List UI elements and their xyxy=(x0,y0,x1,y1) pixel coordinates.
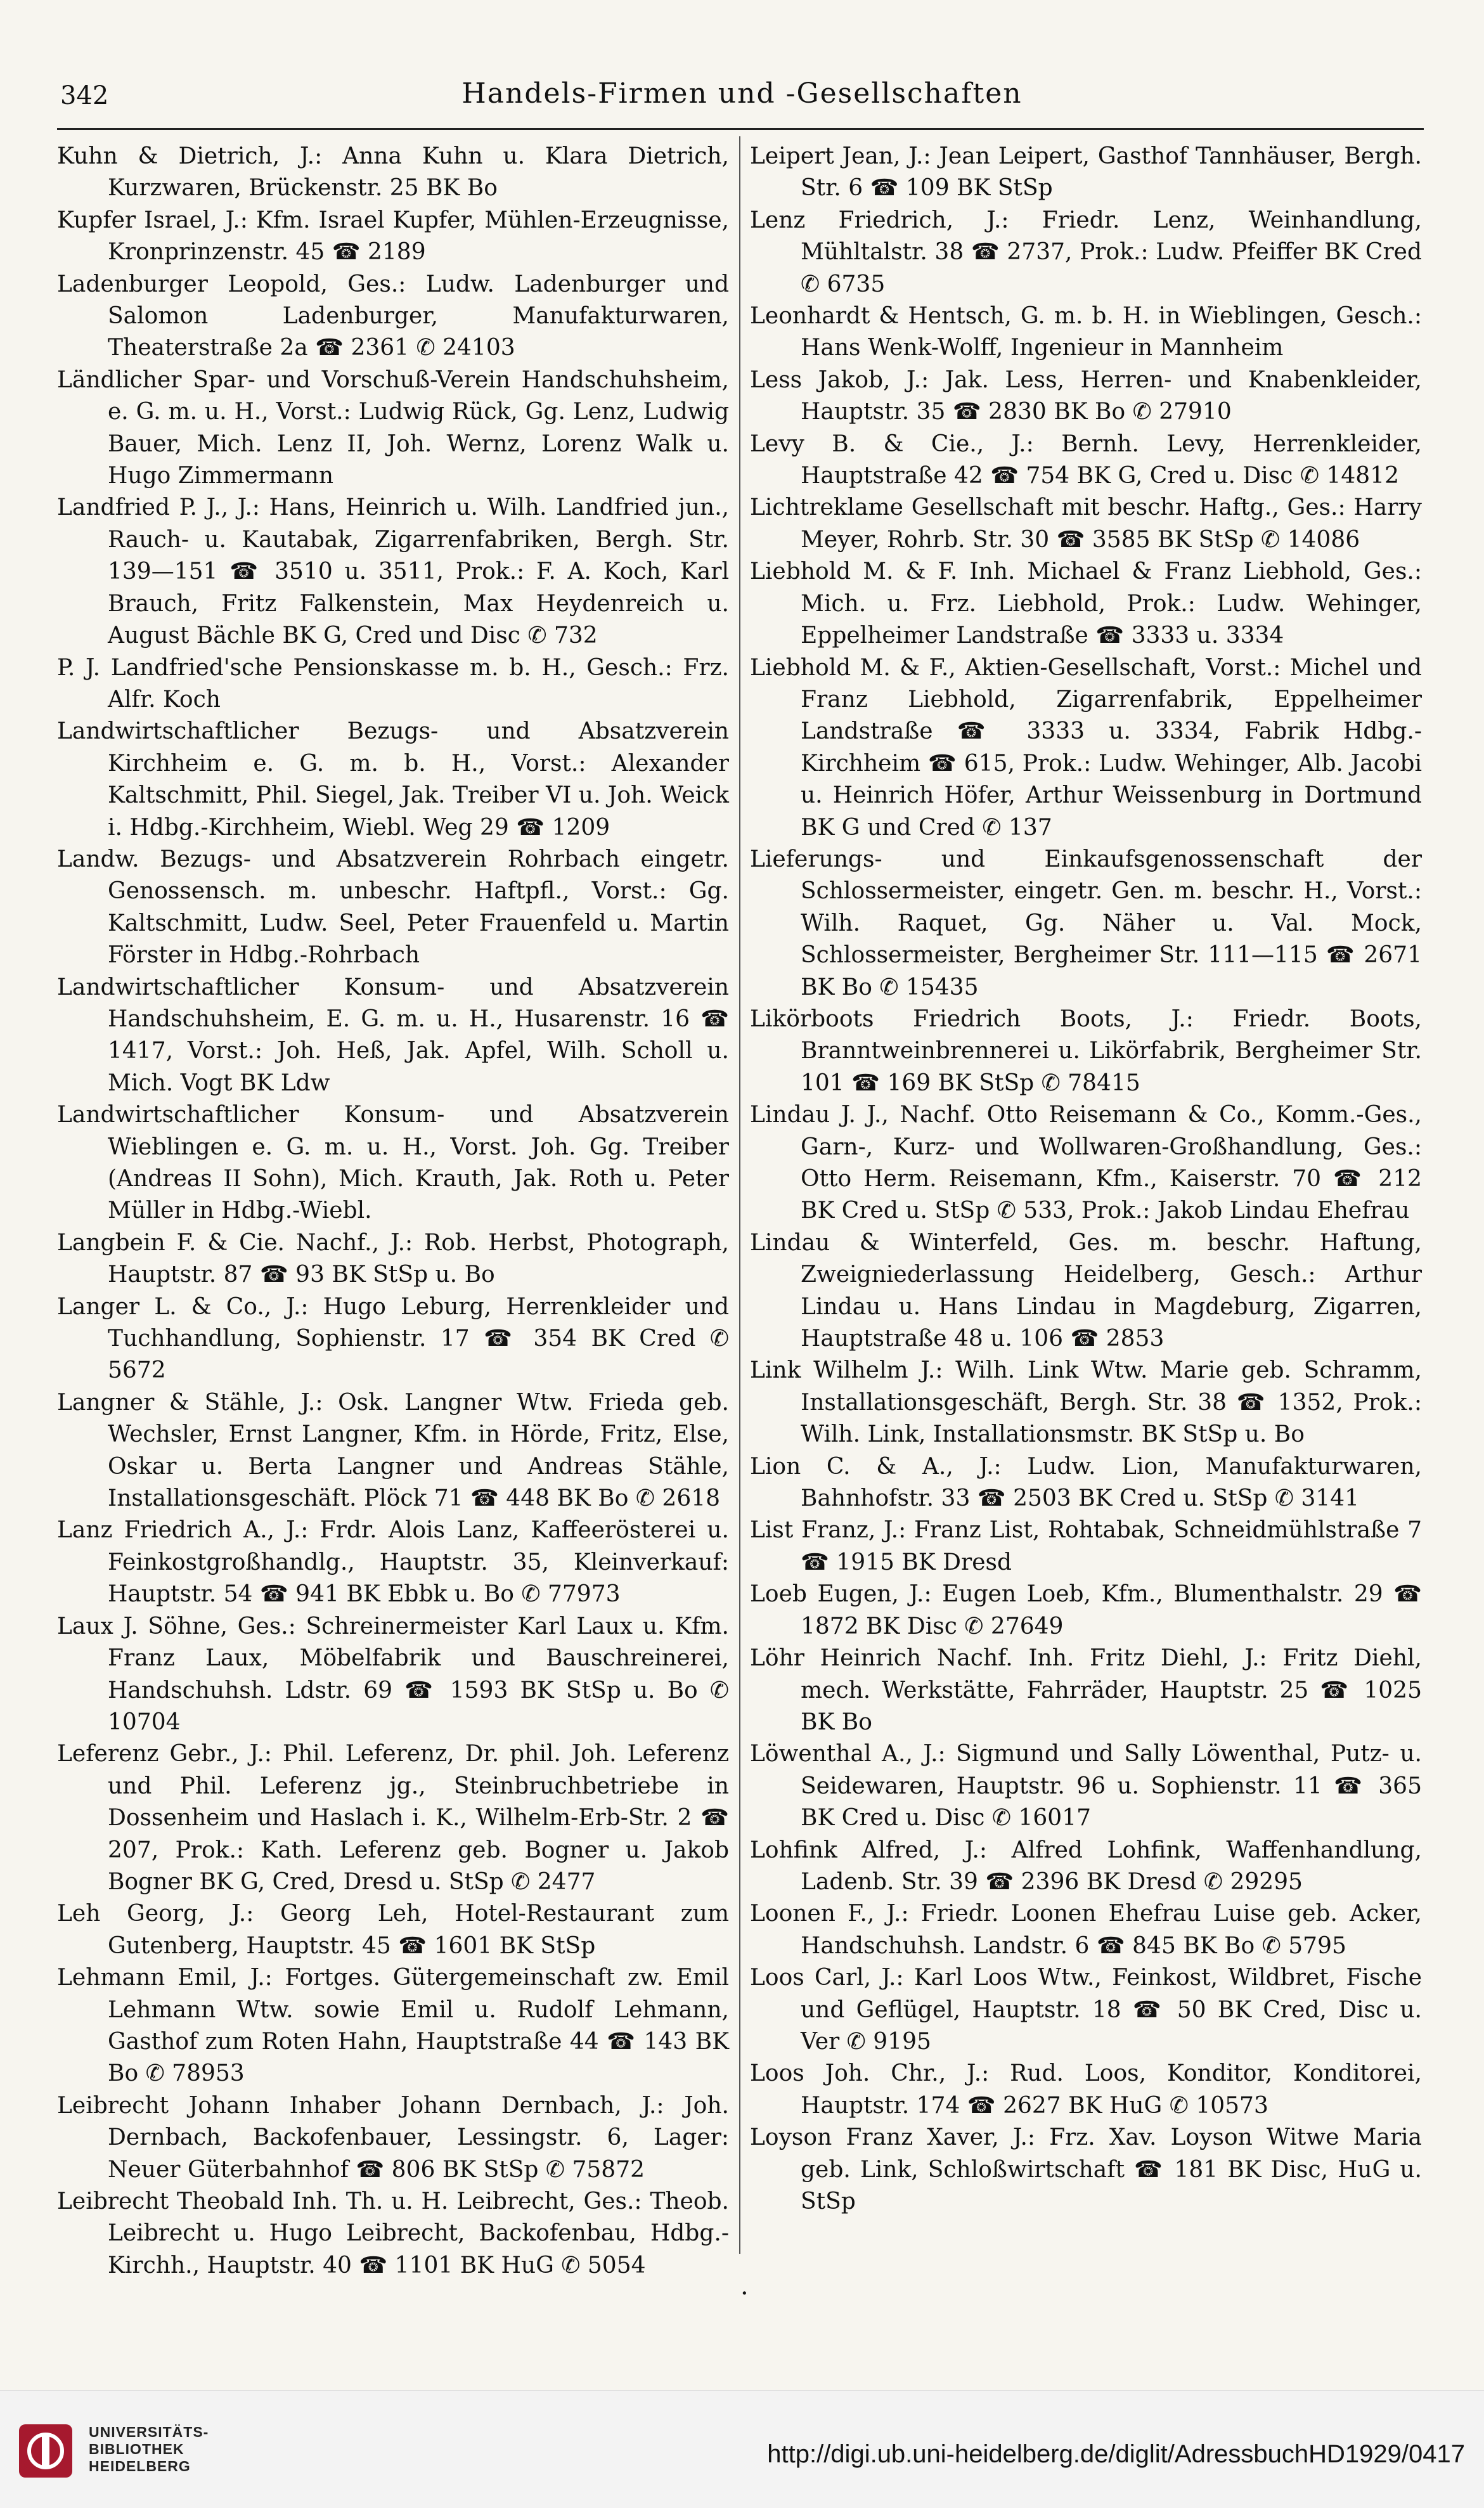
directory-entry: Ladenburger Leopold, Ges.: Ludw. Ladenburger und Salomon Ladenburger, Manufakturwaren, Theaterstraße 2a ☎ 2361 ✆ 24103 xyxy=(57,271,729,361)
directory-entry: Lichtreklame Gesellschaft mit beschr. Haftg., Ges.: Harry Meyer, Rohrb. Str. 30 ☎ 3585 BK StSp ✆ 14086 xyxy=(750,494,1422,553)
viewer-footer xyxy=(0,2390,1484,2508)
directory-entry: List Franz, J.: Franz List, Rohtabak, Schneidmühlstraße 7 ☎ 1915 BK Dresd xyxy=(750,1517,1422,1575)
directory-entry: Kuhn & Dietrich, J.: Anna Kuhn u. Klara Dietrich, Kurzwaren, Brückenstr. 25 BK Bo xyxy=(57,143,729,202)
directory-entry: Liebhold M. & F. Inh. Michael & Franz Liebhold, Ges.: Mich. u. Frz. Liebhold, Prok.: Ludw. Wehinger, Eppelheimer Landstraße ☎ 3333 u. 3334 xyxy=(750,559,1422,649)
library-line-1: UNIVERSITÄTS- xyxy=(89,2424,209,2440)
header-rule xyxy=(57,128,1424,130)
directory-entry: P. J. Landfried'sche Pensionskasse m. b. H., Gesch.: Frz. Alfr. Koch xyxy=(57,654,729,713)
directory-entry: Lindau & Winterfeld, Ges. m. beschr. Haftung, Zweigniederlassung Heidelberg, Gesch.: Arthur Lindau u. Hans Lindau in Magdeburg, Zigarren, Hauptstraße 48 u. 106 ☎ 2853 xyxy=(750,1229,1422,1352)
directory-entry: Loonen F., J.: Friedr. Loonen Ehefrau Luise geb. Acker, Handschuhsh. Landstr. 6 ☎ 845 BK Bo ✆ 5795 xyxy=(750,1901,1422,1959)
directory-entry: Lindau J. J., Nachf. Otto Reisemann & Co., Komm.-Ges., Garn-, Kurz- und Wollwaren-Großhandlung, Ges.: Otto Herm. Reisemann, Kfm., Kaiserstr. 70 ☎ 212 BK Cred u. StSp ✆ 533, Prok.: Jakob Lindau Ehefrau xyxy=(750,1102,1422,1224)
footer-mark: · xyxy=(740,2279,749,2308)
directory-entry: Levy B. & Cie., J.: Bernh. Levy, Herrenkleider, Hauptstraße 42 ☎ 754 BK G, Cred u. Disc ✆ 14812 xyxy=(750,430,1422,489)
page-number: 342 xyxy=(60,81,109,110)
library-line-2: BIBLIOTHEK xyxy=(89,2441,184,2457)
directory-entry: Lanz Friedrich A., J.: Frdr. Alois Lanz, Kaffeerösterei u. Feinkostgroßhandlg., Hauptstr. 35, Kleinverkauf: Hauptstr. 54 ☎ 941 BK Ebbk u. Bo ✆ 77973 xyxy=(57,1517,729,1608)
directory-entry: Ländlicher Spar- und Vorschuß-Verein Handschuhsheim, e. G. m. u. H., Vorst.: Ludwig Rück, Gg. Lenz, Ludwig Bauer, Mich. Lenz II, Joh. Wernz, Lorenz Walk u. Hugo Zimmermann xyxy=(57,366,729,489)
directory-entry: Lenz Friedrich, J.: Friedr. Lenz, Weinhandlung, Mühltalstr. 38 ☎ 2737, Prok.: Ludw. Pfeiffer BK Cred ✆ 6735 xyxy=(750,207,1422,297)
directory-entry: Langner & Stähle, J.: Osk. Langner Wtw. Frieda geb. Wechsler, Ernst Langner, Kfm. in Hörde, Fritz, Else, Oskar u. Berta Langner und Andreas Stähle, Installationsgeschäft. Plöck 71 ☎ 448 BK Bo ✆ 2618 xyxy=(57,1389,729,1512)
directory-entry: Less Jakob, J.: Jak. Less, Herren- und Knabenkleider, Hauptstr. 35 ☎ 2830 BK Bo ✆ 27910 xyxy=(750,366,1422,425)
directory-entry: Likörboots Friedrich Boots, J.: Friedr. Boots, Branntweinbrennerei u. Likörfabrik, Bergheimer Str. 101 ☎ 169 BK StSp ✆ 78415 xyxy=(750,1005,1422,1096)
page-title: Handels-Firmen und -Gesellschaften xyxy=(461,77,1023,110)
directory-entry: Landfried P. J., J.: Hans, Heinrich u. Wilh. Landfried jun., Rauch- u. Kautabak, Zigarrenfabriken, Bergh. Str. 139—151 ☎ 3510 u. 3511, Prok.: F. A. Koch, Karl Brauch, Fritz Falkenstein, Max Heydenreich u. August Bächle BK G, Cred und Disc ✆ 732 xyxy=(57,494,729,649)
page-header xyxy=(60,70,1424,120)
university-seal-icon xyxy=(14,2419,84,2483)
permalink-url[interactable]: http://digi.ub.uni-heidelberg.de/diglit/AdressbuchHD1929/0417 xyxy=(767,2440,1465,2468)
directory-entry: Lohfink Alfred, J.: Alfred Lohfink, Waffenhandlung, Ladenb. Str. 39 ☎ 2396 BK Dresd ✆ 29295 xyxy=(750,1837,1422,1895)
directory-entry: Leibrecht Theobald Inh. Th. u. H. Leibrecht, Ges.: Theob. Leibrecht u. Hugo Leibrecht, Backofenbau, Hdbg.-Kirchh., Hauptstr. 40 ☎ 1101 BK HuG ✆ 5054 xyxy=(57,2188,729,2279)
directory-entry: Landw. Bezugs- und Absatzverein Rohrbach eingetr. Genossensch. m. unbeschr. Haftpfl., Vorst.: Gg. Kaltschmitt, Ludw. Seel, Peter Frauenfeld u. Martin Förster in Hdbg.-Rohrbach xyxy=(57,846,729,969)
directory-entry: Leibrecht Johann Inhaber Johann Dernbach, J.: Joh. Dernbach, Backofenbauer, Lessingstr. 6, Lager: Neuer Güterbahnhof ☎ 806 BK StSp ✆ 75872 xyxy=(57,2092,729,2183)
directory-entry: Langer L. & Co., J.: Hugo Leburg, Herrenkleider und Tuchhandlung, Sophienstr. 17 ☎ 354 BK Cred ✆ 5672 xyxy=(57,1293,729,1384)
directory-entry: Leh Georg, J.: Georg Leh, Hotel-Restaurant zum Gutenberg, Hauptstr. 45 ☎ 1601 BK StSp xyxy=(57,1901,729,1959)
right-column xyxy=(750,141,1422,2218)
directory-entry: Loos Carl, J.: Karl Loos Wtw., Feinkost, Wildbret, Fische und Geflügel, Hauptstr. 18 ☎ 50 BK Cred, Disc u. Ver ✆ 9195 xyxy=(750,1965,1422,2055)
left-column xyxy=(57,141,729,2282)
directory-entry: Landwirtschaftlicher Konsum- und Absatzverein Handschuhsheim, E. G. m. u. H., Husarenstr. 16 ☎ 1417, Vorst.: Joh. Heß, Jak. Apfel, Wilh. Scholl u. Mich. Vogt BK Ldw xyxy=(57,974,729,1096)
directory-entry: Loyson Franz Xaver, J.: Frz. Xav. Loyson Witwe Maria geb. Link, Schloßwirtschaft ☎ 181 BK Disc, HuG u. StSp xyxy=(750,2124,1422,2214)
directory-entry: Löwenthal A., J.: Sigmund und Sally Löwenthal, Putz- u. Seidewaren, Hauptstr. 96 u. Sophienstr. 11 ☎ 365 BK Cred u. Disc ✆ 16017 xyxy=(750,1741,1422,1832)
directory-entry: Löhr Heinrich Nachf. Inh. Fritz Diehl, J.: Fritz Diehl, mech. Werkstätte, Fahrräder, Hauptstr. 25 ☎ 1025 BK Bo xyxy=(750,1645,1422,1735)
directory-entry: Kupfer Israel, J.: Kfm. Israel Kupfer, Mühlen-Erzeugnisse, Kronprinzenstr. 45 ☎ 2189 xyxy=(57,207,729,266)
directory-entry: Loos Joh. Chr., J.: Rud. Loos, Konditor, Konditorei, Hauptstr. 174 ☎ 2627 BK HuG ✆ 10573 xyxy=(750,2060,1422,2119)
directory-entry: Leonhardt & Hentsch, G. m. b. H. in Wieblingen, Gesch.: Hans Wenk-Wolff, Ingenieur in Mannheim xyxy=(750,303,1422,361)
directory-entry: Link Wilhelm J.: Wilh. Link Wtw. Marie geb. Schramm, Installationsgeschäft, Bergh. Str. 38 ☎ 1352, Prok.: Wilh. Link, Installationsmstr. BK StSp u. Bo xyxy=(750,1357,1422,1448)
library-name xyxy=(89,2424,209,2475)
directory-entry: Lieferungs- und Einkaufsgenossenschaft der Schlossermeister, eingetr. Gen. m. beschr. H., Vorst.: Wilh. Raquet, Gg. Näher u. Val. Mock, Schlossermeister, Bergheimer Str. 111—115 ☎ 2671 BK Bo ✆ 15435 xyxy=(750,846,1422,1000)
directory-entry: Leipert Jean, J.: Jean Leipert, Gasthof Tannhäuser, Bergh. Str. 6 ☎ 109 BK StSp xyxy=(750,143,1422,202)
directory-entry: Leferenz Gebr., J.: Phil. Leferenz, Dr. phil. Joh. Leferenz und Phil. Leferenz jg., Steinbruchbetriebe in Dossenheim und Haslach i. K., Wilhelm-Erb-Str. 2 ☎ 207, Prok.: Kath. Leferenz geb. Bogner u. Jakob Bogner BK G, Cred, Dresd u. StSp ✆ 2477 xyxy=(57,1741,729,1895)
directory-entry: Lion C. & A., J.: Ludw. Lion, Manufakturwaren, Bahnhofstr. 33 ☎ 2503 BK Cred u. StSp ✆ 3141 xyxy=(750,1453,1422,1512)
directory-entry: Langbein F. & Cie. Nachf., J.: Rob. Herbst, Photograph, Hauptstr. 87 ☎ 93 BK StSp u. Bo xyxy=(57,1229,729,1288)
directory-entry: Landwirtschaftlicher Bezugs- und Absatzverein Kirchheim e. G. m. b. H., Vorst.: Alexander Kaltschmitt, Phil. Siegel, Jak. Treiber VI u. Joh. Weick i. Hdbg.-Kirchheim, Wiebl. Weg 29 ☎ 1209 xyxy=(57,718,729,841)
directory-entry: Landwirtschaftlicher Konsum- und Absatzverein Wieblingen e. G. m. u. H., Vorst. Joh. Gg. Treiber (Andreas II Sohn), Mich. Krauth, Jak. Roth u. Peter Müller in Hdbg.-Wiebl. xyxy=(57,1102,729,1224)
directory-entry: Liebhold M. & F., Aktien-Gesellschaft, Vorst.: Michel und Franz Liebhold, Zigarrenfabrik, Eppelheimer Landstraße ☎ 3333 u. 3334, Fabrik Hdbg.-Kirchheim ☎ 615, Prok.: Ludw. Wehinger, Alb. Jacobi u. Heinrich Höfer, Arthur Weissenburg in Dortmund BK G und Cred ✆ 137 xyxy=(750,654,1422,841)
column-divider xyxy=(739,136,740,2254)
directory-entry: Lehmann Emil, J.: Fortges. Gütergemeinschaft zw. Emil Lehmann Wtw. sowie Emil u. Rudolf Lehmann, Gasthof zum Roten Hahn, Hauptstraße 44 ☎ 143 BK Bo ✆ 78953 xyxy=(57,1965,729,2087)
directory-entry: Loeb Eugen, J.: Eugen Loeb, Kfm., Blumenthalstr. 29 ☎ 1872 BK Disc ✆ 27649 xyxy=(750,1581,1422,1639)
library-line-3: HEIDELBERG xyxy=(89,2458,191,2474)
directory-entry: Laux J. Söhne, Ges.: Schreinermeister Karl Laux u. Kfm. Franz Laux, Möbelfabrik und Bauschreinerei, Handschuhsh. Ldstr. 69 ☎ 1593 BK StSp u. Bo ✆ 10704 xyxy=(57,1613,729,1735)
